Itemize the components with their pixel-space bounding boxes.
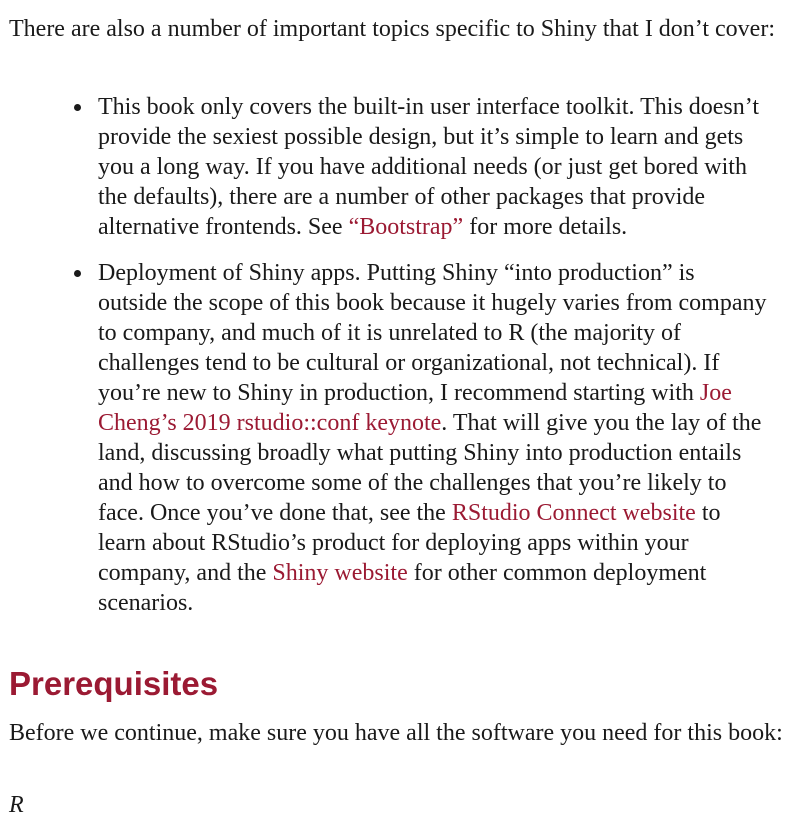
bullet-icon (74, 270, 81, 277)
bootstrap-link[interactable]: “Bootstrap” (348, 214, 464, 240)
bullet-text: . That will give you the lay of the land, discussing broadly what putting Shiny into production entails and how to overcome some of the challenges that you’re likely to face. Once you’ve done that, see the (98, 410, 762, 526)
list-item (0, 92, 768, 242)
bullet-text: Deployment of Shiny apps. Putting Shiny “into production” is outside the scope of this book because it hugely varies from company to company, and much of it is unrelated to R (the majority of challenges tend to be cultural or organizational, not technical). If you’re new to Shiny in production, I recommend starting with (98, 260, 767, 406)
bullet-text: for other common deployment scenarios. (98, 560, 707, 616)
bullet-icon (74, 104, 81, 111)
list-item (0, 258, 768, 618)
shiny-website-link[interactable]: Shiny website (272, 560, 408, 586)
keynote-link[interactable]: Joe Cheng’s 2019 rstudio::conf keynote (98, 380, 732, 436)
topics-list (0, 92, 800, 634)
cutoff-list-item: R (9, 792, 24, 818)
prerequisites-paragraph: Before we continue, make sure you have all the software you need for this book: (9, 720, 783, 746)
section-heading: Prerequisites (9, 665, 219, 702)
intro-paragraph: There are also a number of important topics specific to Shiny that I don’t cover: (9, 16, 775, 42)
bullet-text: to learn about RStudio’s product for deploying apps within your company, and the (98, 500, 721, 586)
bullet-text: for more details. (463, 214, 628, 240)
bullet-text: This book only covers the built-in user interface toolkit. This doesn’t provide the sexiest possible design, but it’s simple to learn and gets you a long way. If you have additional needs (or just get bored with the defaults), there are a number of other packages that provide alternative frontends. See (98, 94, 759, 240)
rstudio-connect-link[interactable]: RStudio Connect website (451, 500, 696, 526)
